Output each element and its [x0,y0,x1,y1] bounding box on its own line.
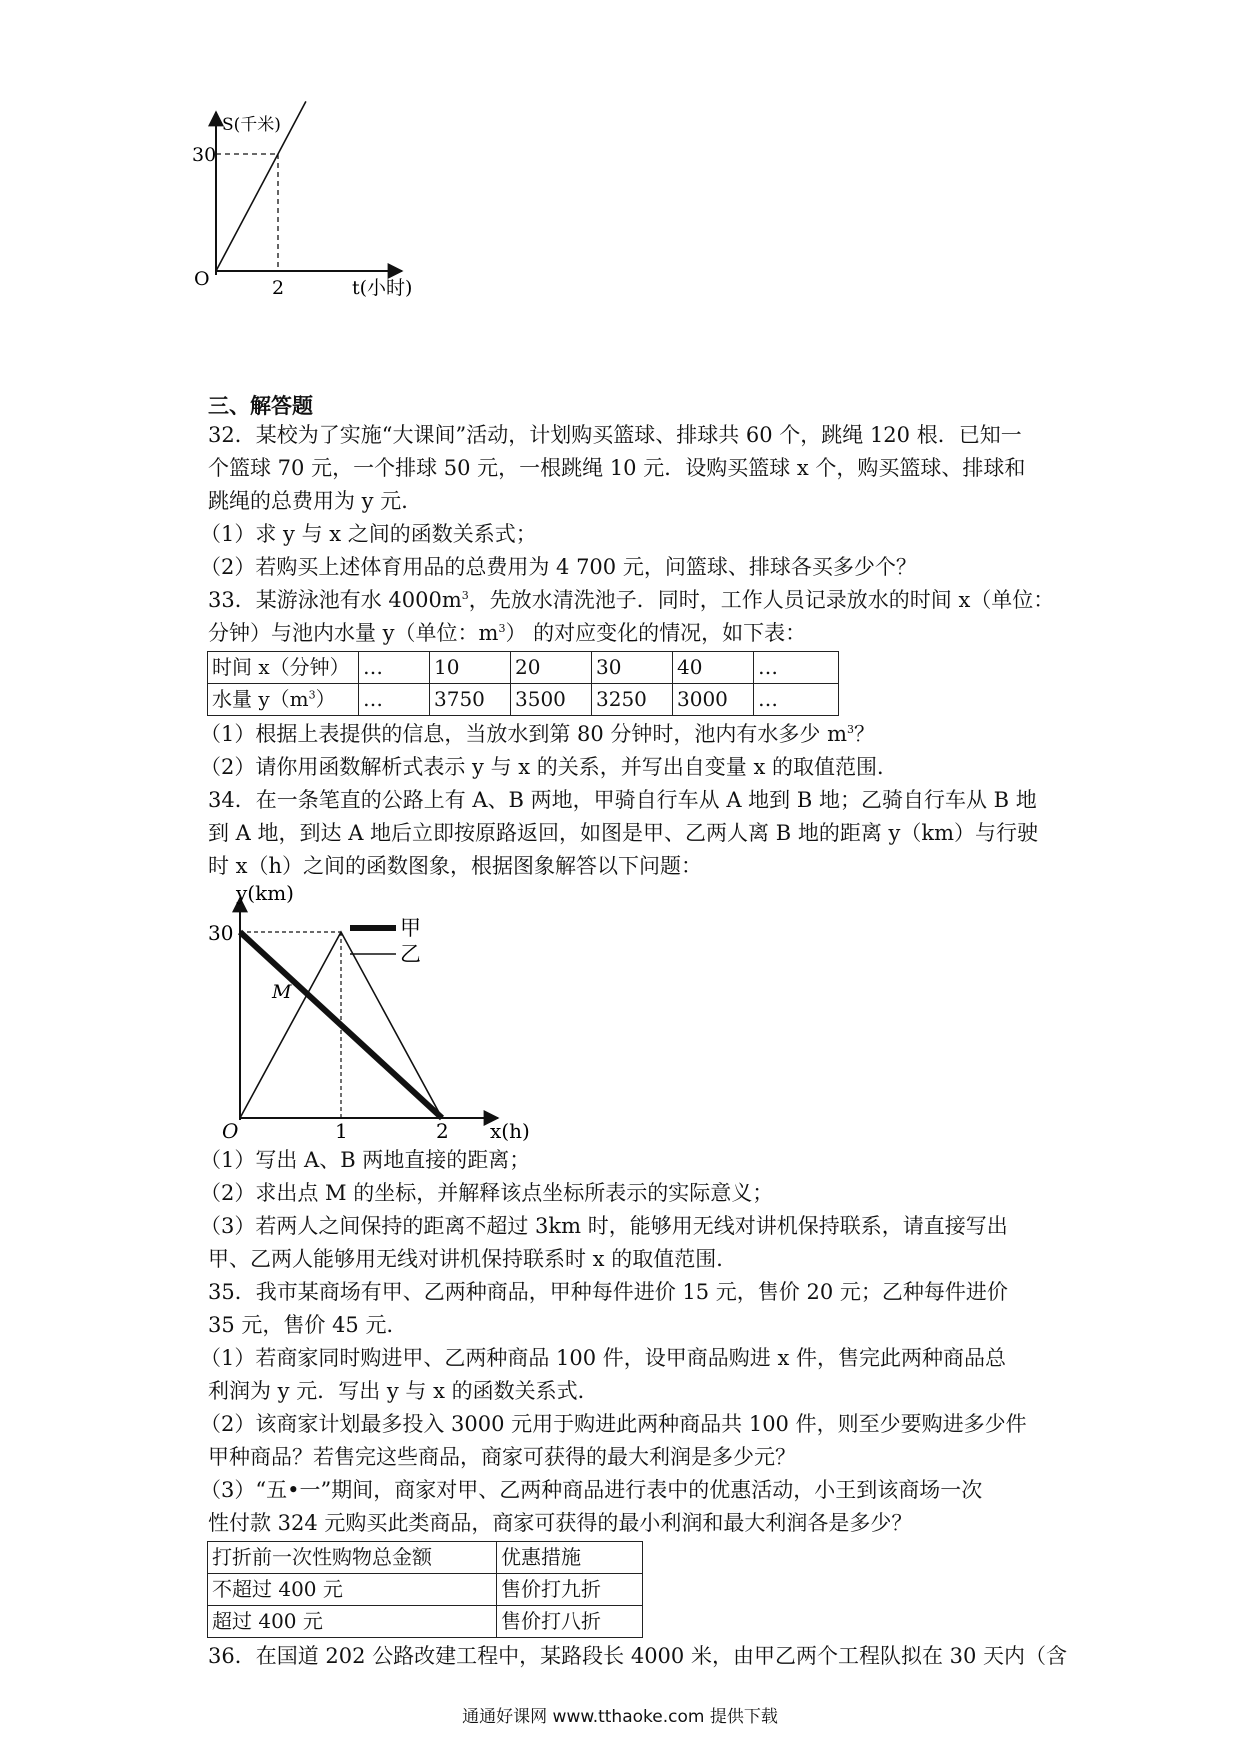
legend-jia-label: 甲 [400,916,421,940]
origin-label: O [194,268,210,290]
q34-part-2: （2）求出点 M 的坐标，并解释该点坐标所表示的实际意义； [200,1181,774,1205]
y-axis-label: S(千米) [222,115,281,135]
distance-chart [200,880,560,1142]
q34-part-1: （1）写出 A、B 两地直接的距离； [200,1148,531,1172]
q33-line-1: 33．某游泳池有水 $4000m^3$，先放水清洗池子．同时，工作人员记录放水的时间 x（单位： [208,588,1055,612]
table-row: 打折前一次性购物总金额 优惠措施 [208,1542,643,1574]
x-tick-label: 2 [436,1119,449,1142]
point-m-label: M [272,981,292,1003]
origin-label: O [222,1119,239,1142]
x-axis-label: t(小时) [352,277,413,299]
q32-line-1: 32．某校为了实施“大课间”活动，计划购买篮球、排球共 60 个，跳绳 120 根．已知一 [208,423,1022,447]
q32-part-2: （2）若购买上述体育用品的总费用为 4 700 元，问篮球、排球各买多少个？ [200,555,917,579]
q32-part-1: （1）求 y 与 x 之间的函数关系式； [200,522,537,546]
q35-part-2: （2）该商家计划最多投入 3000 元用于购进此两种商品共 100 件，则至少要购进多少件 [200,1412,1027,1436]
section-title: 三、解答题 [208,394,313,418]
q35-line-1: 35．我市某商场有甲、乙两种商品，甲种每件进价 15 元，售价 20 元；乙种每件进价 [208,1280,1008,1304]
y-tick-label: 30 [192,144,217,166]
q35-part-3-cont: 性付款 324 元购买此类商品，商家可获得的最小利润和最大利润各是多少？ [208,1511,913,1535]
q33-table [207,651,839,716]
q36-line-1: 36．在国道 202 公路改建工程中，某路段长 4000 米，由甲乙两个工程队拟在 30 天内（含 [208,1644,1068,1668]
x-axis-label: x(h) [490,1119,530,1142]
q32-line-2: 个篮球 70 元，一个排球 50 元，一根跳绳 10 元．设购买篮球 x 个，购买篮球、排球和 [208,456,1026,480]
q32-line-3: 跳绳的总费用为 y 元． [208,489,423,513]
table-row: 时间 x（分钟） … 10 20 30 40 … [208,652,839,684]
q34-line-3: 时 x（h）之间的函数图象，根据图象解答以下问题： [208,854,703,878]
distance-time-chart [180,100,500,310]
q34-line-1: 34．在一条笔直的公路上有 A、B 两地，甲骑自行车从 A 地到 B 地；乙骑自行车从 B 地 [208,788,1037,812]
q33-part-2: （2）请你用函数解析式表示 y 与 x 的关系，并写出自变量 x 的取值范围． [200,755,898,779]
q34-part-3: （3）若两人之间保持的距离不超过 3km 时，能够用无线对讲机保持联系，请直接写出 [200,1214,1008,1238]
legend-yi-label: 乙 [400,942,421,966]
x-tick-label: 2 [272,277,285,299]
q35-part-1-cont: 利润为 y 元．写出 y 与 x 的函数关系式． [208,1379,599,1403]
page-footer: 通通好课网 www.tthaoke.com 提供下载 [462,1707,778,1727]
q35-part-3: （3）“五•一”期间，商家对甲、乙两种商品进行表中的优惠活动，小王到该商场一次 [200,1478,983,1502]
q35-discount-table [207,1541,643,1638]
y-tick-label: 30 [208,921,234,945]
table-row: 超过 400 元 售价打八折 [208,1606,643,1638]
q35-part-1: （1）若商家同时购进甲、乙两种商品 100 件，设甲商品购进 x 件，售完此两种商品总 [200,1346,1006,1370]
q35-part-2-cont: 甲种商品？若售完这些商品，商家可获得的最大利润是多少元？ [208,1445,796,1469]
table-row: 不超过 400 元 售价打九折 [208,1574,643,1606]
y-axis-label: y(km) [236,881,294,905]
q34-line-2: 到 A 地，到达 A 地后立即按原路返回，如图是甲、乙两人离 B 地的距离 y（km）与行驶 [208,821,1038,845]
table-row: 水量 $y(m^3)$ … 3750 3500 3250 3000 … [208,684,839,716]
x-tick-label: 1 [335,1119,348,1142]
q34-part-3-cont: 甲、乙两人能够用无线对讲机保持联系时 x 的取值范围． [208,1247,738,1271]
q33-part-1: （1）根据上表提供的信息，当放水到第 80 分钟时，池内有水多少 $m^3$？ [200,722,876,746]
q33-line-2: 分钟）与池内水量 y（单位：$m^3$） 的对应变化的情况，如下表： [208,621,807,645]
q35-line-2: 35 元，售价 45 元． [208,1313,408,1337]
